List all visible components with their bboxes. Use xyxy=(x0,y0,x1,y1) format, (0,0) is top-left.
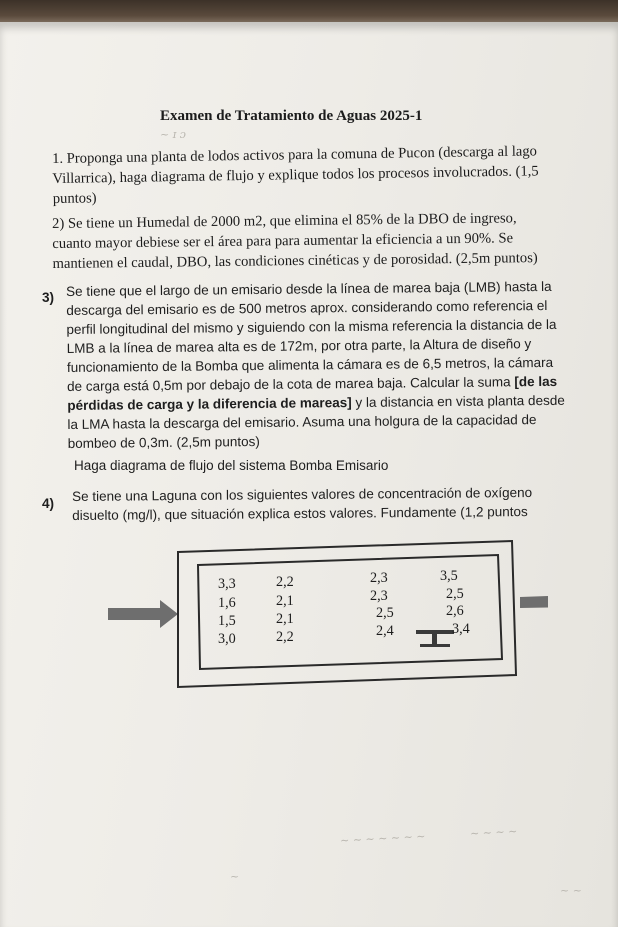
question-3-number: 3) xyxy=(42,290,55,305)
faint-scribble: ~ ~ xyxy=(560,884,582,897)
faint-scribble: ~ ~ ~ ~ ~ ~ ~ xyxy=(339,829,426,848)
question-3-text-start: Se tiene que el largo de un emisario desde la línea de marea baja (LMB) hasta la descarga del emisario es de 500 metros aprox. considerando como referencia el perfil longitudinal del mismo y siguiendo con la misma referencia la distancia de la LMB a la línea de marea alta es de 172m, por otra parte, la Altura de diseño y funcionamiento de la Bomba que alimenta la cámara es de 6,5 metros, la cámara de carga está 0,5m por debajo de la cota de marea baja. Calcular la suma xyxy=(66,278,557,394)
exam-title: Examen de Tratamiento de Aguas 2025-1 xyxy=(160,108,423,124)
question-4: Se tiene una Laguna con los siguientes valores de concentración de oxígeno disuelto (mg/l), que situación explica estos valores. Fundamente (1,2 puntos xyxy=(72,484,533,523)
question-1: 1. Proponga una planta de lodos activos para la comuna de Pucon (descarga al lago Villarrica), haga diagrama de flujo y explique todos los procesos involucrados. (1,5 puntos) xyxy=(52,143,539,207)
do-cell: 2,2 xyxy=(276,574,294,590)
do-cell: 2,5 xyxy=(376,605,394,621)
question-3-note: Haga diagrama de flujo del sistema Bomba Emisario xyxy=(74,458,389,473)
question-3-text-bold: [de las pérdidas de carga y la diferencia de mareas] xyxy=(67,373,558,413)
do-cell: 2,1 xyxy=(276,611,294,627)
faint-scribble: ~ ɪ ɔ xyxy=(160,128,186,141)
do-cell: 3,5 xyxy=(440,568,458,584)
do-values-grid xyxy=(218,568,470,647)
do-cell: 3,3 xyxy=(218,576,236,592)
outlet-arrow-icon xyxy=(520,587,548,615)
question-3 xyxy=(66,277,568,453)
faint-scribble: ~ ~ ~ ~ xyxy=(469,824,518,841)
do-cell: 1,6 xyxy=(218,595,236,611)
do-cell: 2,5 xyxy=(446,586,464,602)
do-cell: 3,0 xyxy=(218,631,236,647)
do-cell: 2,6 xyxy=(446,603,464,619)
question-2: 2) Se tiene un Humedal de 2000 m2, que elimina el 85% de la DBO de ingreso, cuanto mayor debiese ser el área para para aumentar la eficiencia a un 90%. Se mantienen el caudal, DBO, las condiciones cinéticas y de porosidad. (2,5m puntos) xyxy=(52,210,538,272)
do-cell: 2,1 xyxy=(276,593,294,609)
faint-scribble: ~ xyxy=(230,870,240,883)
inlet-arrow-icon xyxy=(108,600,178,628)
do-cell: 2,3 xyxy=(370,570,388,586)
aerator-icon xyxy=(416,630,454,647)
question-4-number: 4) xyxy=(42,496,55,511)
do-cell: 1,5 xyxy=(218,613,236,629)
do-cell: 2,3 xyxy=(370,588,388,604)
do-cell: 2,4 xyxy=(376,623,394,639)
lagoon-diagram xyxy=(108,535,548,695)
do-cell: 2,2 xyxy=(276,629,294,645)
do-cell: 3,4 xyxy=(452,621,470,637)
question-3-text-end: y la distancia en vista planta desde la LMA hasta la descarga del emisario. Asuma una holgura de la capacidad de bombeo de 0,3m. (2,5m puntos) xyxy=(67,392,565,451)
